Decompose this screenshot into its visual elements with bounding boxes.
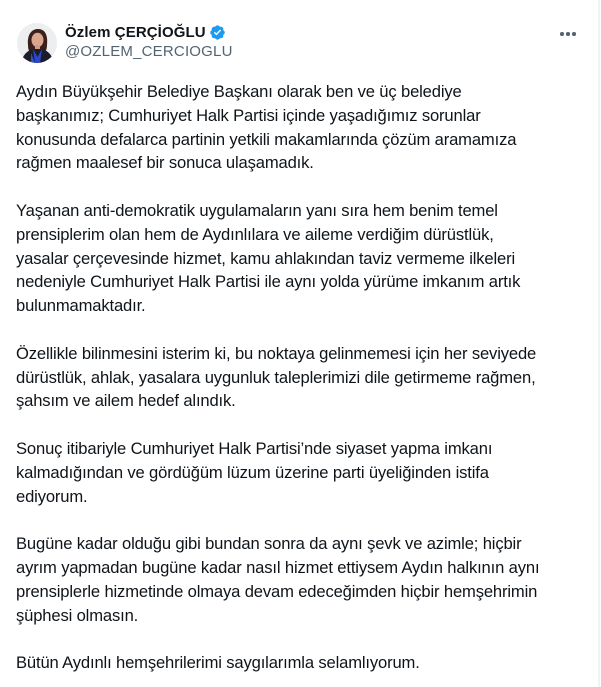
avatar[interactable] [17, 23, 57, 63]
text-line: ediyorum. [16, 486, 88, 506]
text-line: bulunmamaktadır. [16, 296, 146, 316]
text-line: rağmen maalesef bir sonuca ulaşamadık. [16, 153, 314, 173]
text-line: ayrım yapmadan bugüne kadar nasıl hizmet ettiysem Aydın halkının aynı [16, 557, 540, 577]
text-line: nedeniyle Cumhuriyet Halk Partisi ile aynı yolda yürüme imkanım artık [16, 272, 521, 292]
text-line: konusunda defalarca partinin yetkili makamlarında çözüm aramamıza [16, 129, 517, 149]
paragraph-1 [16, 80, 586, 175]
name-row [65, 22, 233, 42]
text-line: başkanımız; Cumhuriyet Halk Partisi içinde yaşadığımız sorunlar [16, 105, 481, 125]
text-line: Özellikle bilinmesini isterim ki, bu noktaya gelinmemesi için her seviyede [16, 343, 537, 363]
text-line: yasalar çerçevesinde hizmet, kamu ahlakından taviz vermeme ilkeleri [16, 248, 516, 268]
text-line: Yaşanan anti-demokratik uygulamaların yanı sıra hem benim temel [16, 200, 498, 220]
author-display-name[interactable]: Özlem ÇERÇİOĞLU [65, 23, 206, 41]
profile-photo-icon [17, 23, 57, 63]
author-handle[interactable]: @OZLEM_CERCIOGLU [65, 43, 233, 60]
text-line: Bütün Aydınlı hemşehrilerimi saygılarımla selamlıyorum. [16, 653, 420, 673]
text-line: prensiplerle hizmetinde olmaya devam edeceğimden hiçbir hemşehrimin [16, 581, 538, 601]
post-header [17, 17, 582, 65]
more-options-icon-dot [560, 32, 564, 36]
text-line: şüphesi olmasın. [16, 605, 139, 625]
text-line: şahsım ve ailem hedef alındık. [16, 391, 236, 411]
paragraph-3 [16, 342, 586, 413]
text-line: dürüstlük, ahlak, yasalara uygunluk taleplerimizi dile getirmeme rağmen, [16, 367, 536, 387]
text-line: kalmadığından ve gördüğüm lüzum üzerine parti üyeliğinden istifa [16, 462, 489, 482]
more-options-icon-dot [566, 32, 570, 36]
post-text [16, 80, 586, 675]
more-options-icon-dot [572, 32, 576, 36]
text-line: prensiplerim olan hem de Aydınlılara ve aileme verdiğim dürüstlük, [16, 224, 494, 244]
paragraph-4 [16, 437, 586, 508]
text-line: Sonuç itibariyle Cumhuriyet Halk Partisi’nde siyaset yapma imkanı [16, 438, 493, 458]
text-line: Bugüne kadar olduğu gibi bundan sonra da aynı şevk ve azimle; hiçbir [16, 534, 522, 554]
author-info [65, 22, 233, 60]
paragraph-5 [16, 532, 586, 627]
text-line: Aydın Büyükşehir Belediye Başkanı olarak ben ve üç belediye [16, 82, 462, 101]
more-options-button[interactable] [556, 25, 580, 43]
verified-badge-icon[interactable] [209, 24, 226, 41]
paragraph-2 [16, 199, 586, 318]
paragraph-6 [16, 651, 586, 675]
